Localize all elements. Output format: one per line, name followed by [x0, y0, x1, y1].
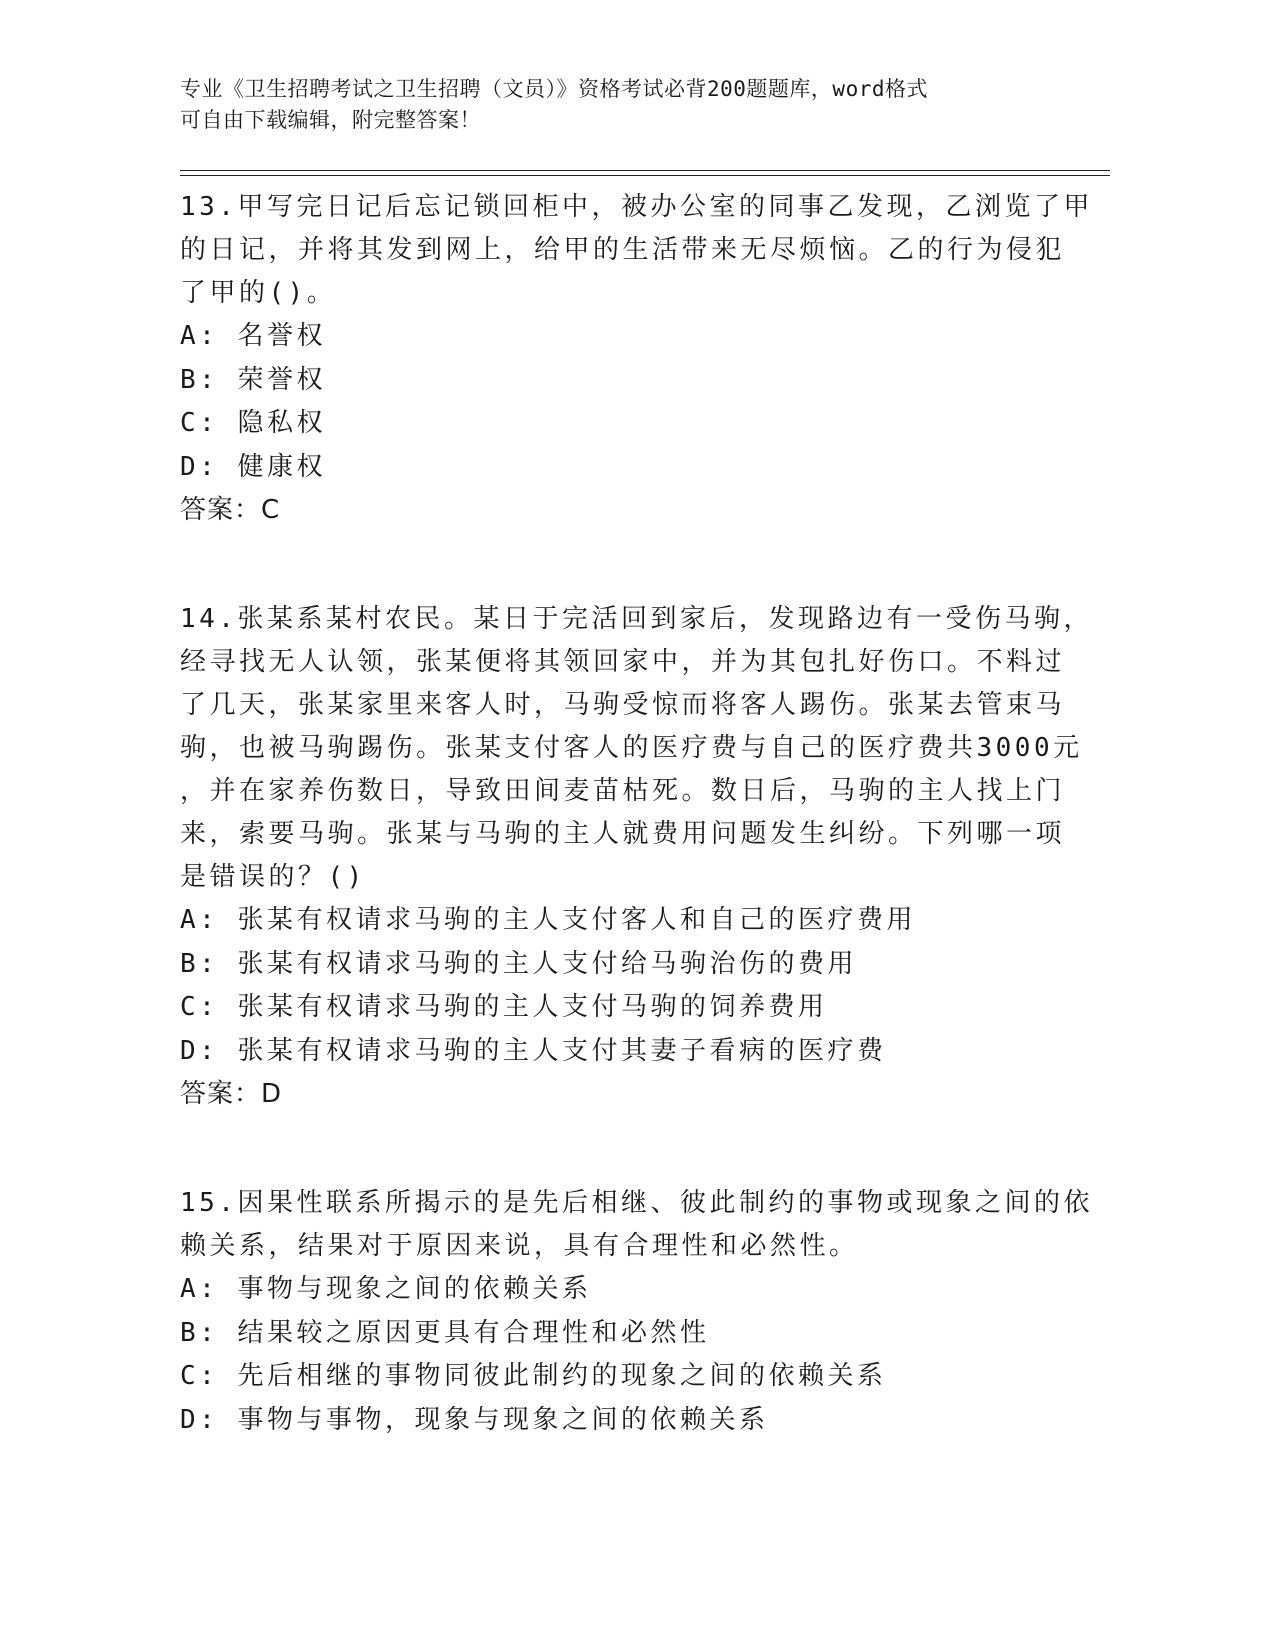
option-d: D: 健康权: [180, 451, 326, 482]
question-text-line: 赖关系，结果对于原因来说，具有合理性和必然性。: [180, 1231, 859, 1261]
question-13: [180, 186, 1093, 532]
option-b: B: 结果较之原因更具有合理性和必然性: [180, 1317, 710, 1348]
question-text-line: 13.甲写完日记后忘记锁回柜中，被办公室的同事乙发现，乙浏览了甲: [180, 192, 1093, 222]
option-d: D: 事物与事物，现象与现象之间的依赖关系: [180, 1404, 769, 1435]
document-header: [180, 74, 1060, 136]
question-text-line: 了甲的()。: [180, 278, 337, 308]
question-spacer: [180, 1116, 1060, 1182]
question-text-line: 来，索要马驹。张某与马驹的主人就费用问题发生纠纷。下列哪一项: [180, 819, 1066, 849]
header-line-1: 专业《卫生招聘考试之卫生招聘（文员）》资格考试必背200题题库，word格式: [180, 77, 928, 101]
answer-label: 答案：D: [180, 1079, 283, 1109]
header-divider-top: [180, 170, 1110, 171]
answer-label: 答案：C: [180, 495, 281, 525]
option-c: C: 隐私权: [180, 408, 326, 438]
question-text-line: 驹，也被马驹踢伤。张某支付客人的医疗费与自己的医疗费共3000元: [180, 733, 1083, 763]
question-spacer: [180, 532, 1060, 598]
option-c: C: 先后相继的事物同彼此制约的现象之间的依赖关系: [180, 1361, 887, 1391]
option-a: A: 名誉权: [180, 321, 326, 351]
question-text-line: 14.张某系某村农民。某日于完活回到家后，发现路边有一受伤马驹，: [180, 604, 1093, 634]
question-list: [180, 186, 1093, 1442]
option-d: D: 张某有权请求马驹的主人支付其妻子看病的医疗费: [180, 1035, 887, 1066]
question-text-line: 经寻找无人认领，张某便将其领回家中，并为其包扎好伤口。不料过: [180, 647, 1066, 677]
option-b: B: 张某有权请求马驹的主人支付给马驹治伤的费用: [180, 948, 857, 979]
option-a: A: 张某有权请求马驹的主人支付客人和自己的医疗费用: [180, 905, 916, 935]
question-text-line: ，并在家养伤数日，导致田间麦苗枯死。数日后，马驹的主人找上门: [180, 776, 1066, 806]
option-b: B: 荣誉权: [180, 364, 326, 395]
header-divider-bottom: [180, 175, 1110, 176]
option-a: A: 事物与现象之间的依赖关系: [180, 1274, 592, 1304]
question-text-line: 了几天，张某家里来客人时，马驹受惊而将客人踢伤。张某去管束马: [180, 690, 1066, 720]
question-text-line: 的日记，并将其发到网上，给甲的生活带来无尽烦恼。乙的行为侵犯: [180, 235, 1066, 265]
option-c: C: 张某有权请求马驹的主人支付马驹的饲养费用: [180, 992, 828, 1022]
question-text-line: 是错误的？(): [180, 862, 366, 892]
question-14: [180, 598, 1093, 1116]
header-line-2: 可自由下载编辑，附完整答案！: [180, 108, 481, 132]
question-15: [180, 1182, 1093, 1442]
question-text-line: 15.因果性联系所揭示的是先后相继、彼此制约的事物或现象之间的依: [180, 1188, 1093, 1218]
